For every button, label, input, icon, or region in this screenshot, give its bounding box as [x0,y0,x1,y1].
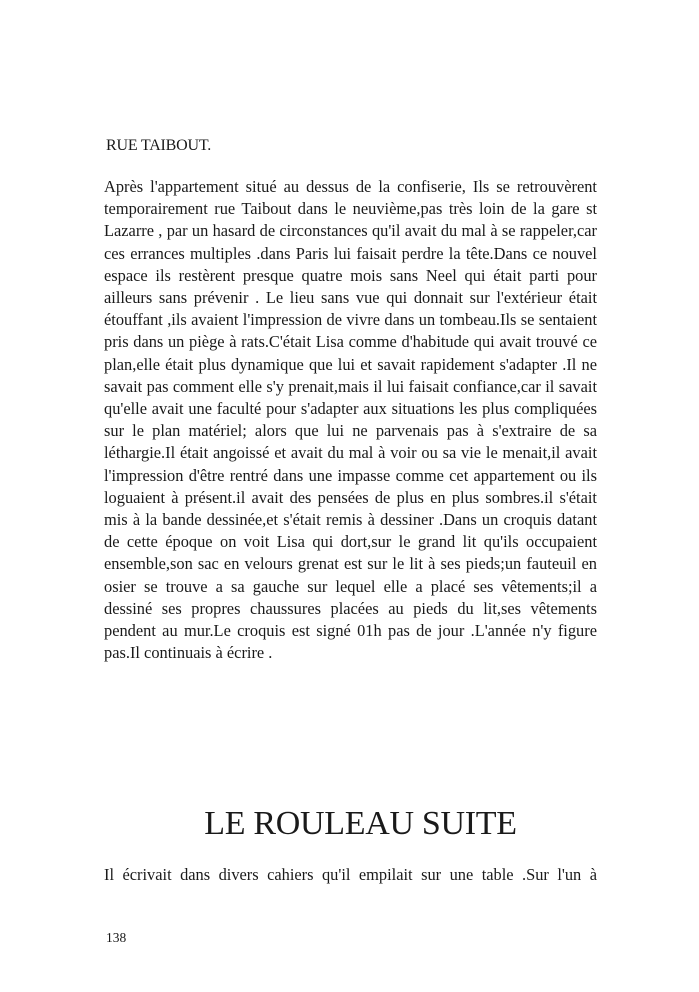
page-number: 138 [106,930,127,945]
chapter-first-line: Il écrivait dans divers cahiers qu'il empilait sur une table .Sur l'un à [104,865,597,884]
chapter-title: LE ROULEAU SUITE [204,805,517,842]
section-heading: RUE TAIBOUT. [106,137,212,154]
body-paragraph: Après l'appartement situé au dessus de la confiserie, Ils se retrouvèrent temporairement rue Taibout dans le neuvième,pas très loin de la gare st Lazarre , par un hasard de circonstances qu'il avait du mal à se rappeler,car ces errances multiples .dans Paris lui faisait perdre la tête.Dans ce nouvel espace ils restèrent presque quatre mois sans Neel qui était parti pour ailleurs sans prévenir . Le lieu sans vue qui donnait sur l'extérieur était étouffant ,ils avaient l'impression de vivre dans un tombeau.Ils se sentaient pris dans un piège à rats.C'était Lisa comme d'habitude qui avait trouvé ce plan,elle était plus dynamique que lui et savait rapidement s'adapter .Il ne savait pas comment elle s'y prenait,mais il lui faisait confiance,car il savait qu'elle avait une faculté pour s'adapter aux situations les plus compliquées sur le plan matériel; alors que lui ne parvenais pas à s'extraire de sa léthargie.Il était angoissé et avait du mal à voir ou sa vie le menait,il avait l'impression d'être rentré dans une impasse comme cet appartement ou ils loguaient à présent.il avait des pensées de plus en plus sombres.il s'était mis à la bande dessinée,et s'était remis à dessiner .Dans un croquis datant de cette époque on voit Lisa qui dort,sur le grand lit qu'ils occupaient ensemble,son sac en velours grenat est sur le lit à ses pieds;un fauteuil en osier se trouve a sa gauche sur lequel elle a placé ses vêtements;il a dessiné ses propres chaussures placées au pieds du lit,ses vêtements pendent au mur.Le croquis est signé 01h pas de jour .L'année n'y figure pas.Il continuais à écrire . [104,177,597,663]
